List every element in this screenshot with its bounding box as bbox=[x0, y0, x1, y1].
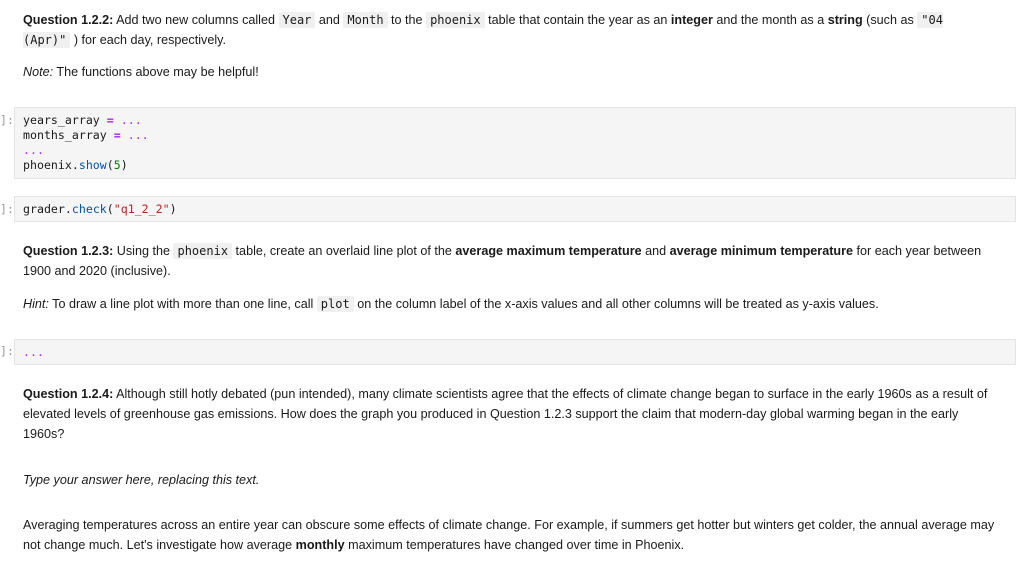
text: and the month as a bbox=[712, 13, 828, 27]
bold-monthly: monthly bbox=[295, 538, 345, 552]
code-cell-2[interactable] bbox=[14, 196, 1016, 222]
text: ) for each day, respectively. bbox=[70, 33, 226, 47]
code-token: years_array bbox=[23, 113, 100, 127]
explanation-paragraph bbox=[23, 515, 996, 555]
code-token: ( bbox=[106, 158, 114, 172]
code-token: = bbox=[106, 128, 128, 142]
answer-text bbox=[23, 470, 996, 490]
inline-code-month: Month bbox=[343, 12, 387, 28]
code-line bbox=[23, 128, 1007, 143]
hint-text: on the column label of the x-axis values and all other columns will be treated as y-axis values. bbox=[353, 297, 879, 311]
inline-code-phoenix: phoenix bbox=[173, 243, 232, 259]
question-label: Question 1.2.2: bbox=[23, 13, 114, 27]
code-token: show bbox=[78, 158, 107, 172]
question-1-2-4 bbox=[23, 384, 996, 444]
code-token: check bbox=[71, 202, 107, 216]
note bbox=[23, 62, 996, 82]
text: Add two new columns called bbox=[113, 13, 279, 27]
code-token: = bbox=[99, 113, 121, 127]
code-token: 5 bbox=[113, 158, 121, 172]
bold-min: average minimum temperature bbox=[669, 244, 854, 258]
code-token: months_array bbox=[23, 128, 107, 142]
code-token: ) bbox=[120, 158, 128, 172]
code-token: "q1_2_2" bbox=[113, 202, 170, 216]
question-label: Question 1.2.3: bbox=[23, 244, 114, 258]
answer-cell[interactable] bbox=[23, 470, 996, 490]
inline-code-year: Year bbox=[279, 12, 316, 28]
code-token: ... bbox=[23, 345, 44, 359]
note-text: The functions above may be helpful! bbox=[53, 65, 259, 79]
answer-placeholder: Type your answer here, replacing this text. bbox=[23, 473, 260, 487]
cell-prompt: ]: bbox=[0, 344, 14, 358]
question-1-2-2 bbox=[23, 10, 996, 82]
text: and bbox=[641, 244, 670, 258]
text: table, create an overlaid line plot of the bbox=[232, 244, 456, 258]
question-1-2-3 bbox=[23, 241, 996, 314]
code-cell-1[interactable] bbox=[14, 107, 1016, 179]
text: for each year between 1900 and 2020 (inclusive). bbox=[23, 244, 982, 278]
text: table that contain the year as an bbox=[484, 13, 671, 27]
question-1-2-3-text bbox=[23, 241, 996, 281]
question-label: Question 1.2.4: bbox=[23, 387, 114, 401]
bold-max: average maximum temperature bbox=[455, 244, 642, 258]
hint-text: To draw a line plot with more than one line, call bbox=[48, 297, 317, 311]
code-line bbox=[23, 345, 1007, 360]
inline-code-plot: plot bbox=[317, 296, 354, 312]
bold-string: string bbox=[827, 13, 863, 27]
text: (such as bbox=[862, 13, 918, 27]
inline-code-phoenix: phoenix bbox=[426, 12, 485, 28]
text: Although still hotly debated (pun intended), many climate scientists agree that the effects of climate change began to surface in the early 1960s as a result of elevated levels of greenhouse gas emissions. How does the graph you produced in Question 1.2.3 support the claim that modern-day global warming began in the early 1960s? bbox=[23, 387, 988, 441]
note-label: Note: bbox=[23, 65, 54, 79]
code-cell-3[interactable] bbox=[14, 339, 1016, 365]
code-token: ... bbox=[127, 128, 149, 142]
paragraph-text bbox=[23, 515, 996, 555]
inline-code-example: "04 (Apr)" bbox=[23, 13, 943, 47]
code-token: phoenix. bbox=[23, 158, 79, 172]
hint-label: Hint: bbox=[23, 297, 49, 311]
text: Using the bbox=[113, 244, 174, 258]
code-line bbox=[23, 158, 1007, 173]
question-1-2-2-text bbox=[23, 10, 996, 50]
code-line bbox=[23, 143, 1007, 158]
question-1-2-4-text bbox=[23, 384, 996, 444]
text: Averaging temperatures across an entire year can obscure some effects of climate change. For example, if summers get hotter but winters get colder, the annual average may not change much. Let's investigate how average bbox=[23, 518, 995, 552]
text: and bbox=[315, 13, 344, 27]
code-token: ... bbox=[120, 113, 142, 127]
text: to the bbox=[387, 13, 427, 27]
code-token: ( bbox=[106, 202, 114, 216]
cell-prompt: ]: bbox=[0, 202, 14, 216]
hint bbox=[23, 294, 996, 314]
code-token: ) bbox=[169, 202, 177, 216]
code-line bbox=[23, 202, 1007, 217]
code-token: grader. bbox=[23, 202, 72, 216]
code-line bbox=[23, 113, 1007, 128]
cell-prompt: ]: bbox=[0, 113, 14, 127]
text: maximum temperatures have changed over time in Phoenix. bbox=[344, 538, 685, 552]
bold-integer: integer bbox=[670, 13, 713, 27]
code-token: ... bbox=[23, 143, 44, 157]
